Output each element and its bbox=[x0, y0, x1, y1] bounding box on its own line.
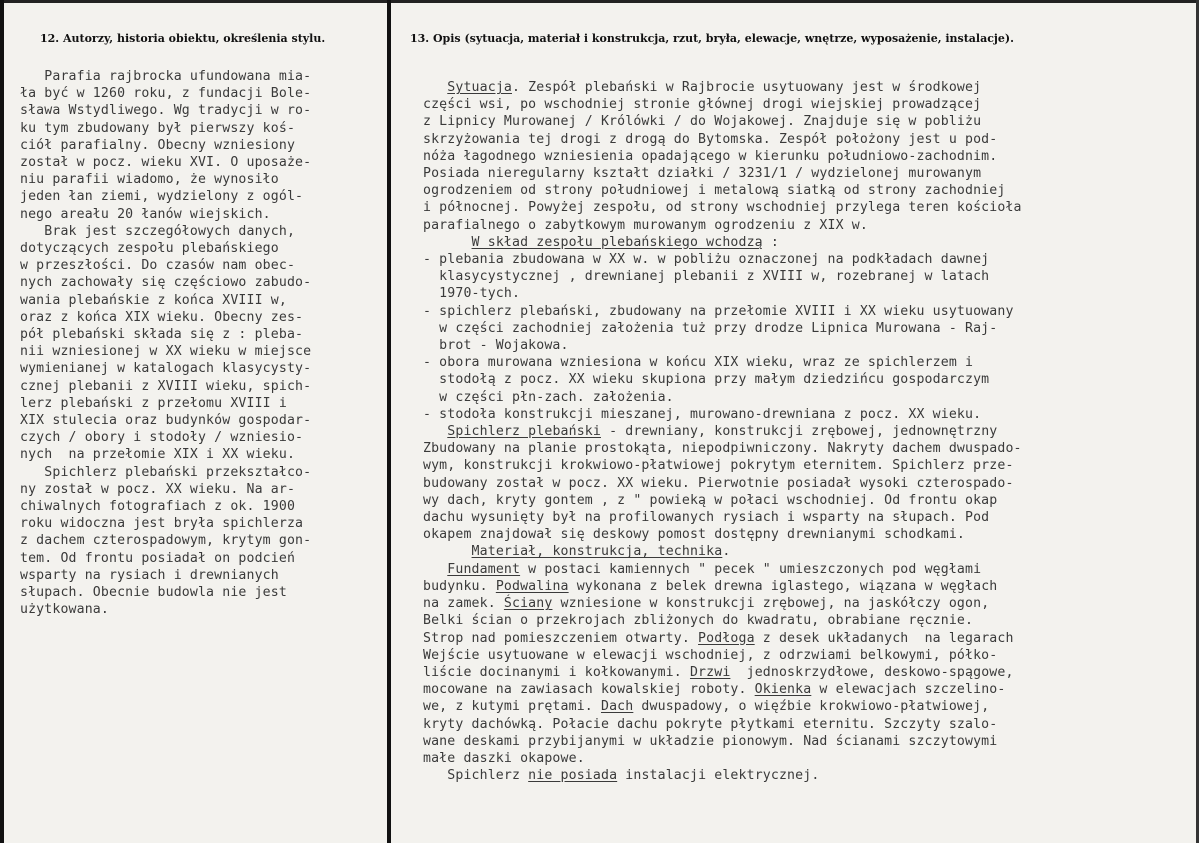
section-12-header: 12. Autorzy, historia obiektu, określenia stylu. bbox=[40, 32, 326, 45]
text-segment: . bbox=[722, 544, 731, 560]
list-item bbox=[423, 406, 1193, 423]
text-line: jeden łan ziemi, wydzielony z ogól- bbox=[20, 189, 304, 205]
text-line: brot - Wojakowa. bbox=[423, 338, 569, 354]
text-line: nych na przełomie XIX i XX wieku. bbox=[20, 447, 296, 463]
text-line: w części zachodniej założenia tuż przy drodze Lipnica Murowana - Raj- bbox=[423, 320, 998, 336]
text-line: ku tym zbudowany był pierwszy koś- bbox=[20, 120, 296, 136]
text-line: chiwalnych fotografiach z ok. 1900 bbox=[20, 499, 296, 515]
text-line: - stodoła konstrukcji mieszanej, murowano-drewniana z pocz. XX wieku. bbox=[423, 406, 982, 422]
element-term: Drzwi bbox=[689, 664, 731, 680]
text-line bbox=[423, 698, 1193, 715]
text-segment: z desek układanych na legarach bbox=[754, 630, 1014, 646]
text-segment: kryty dachówką. Połacie dachu pokryte płytkami eternitu. Szczyty szalo- bbox=[423, 716, 998, 732]
element-term: Dach bbox=[600, 699, 634, 715]
text-line: 1970-tych. bbox=[423, 286, 521, 302]
text-line: XIX stulecia oraz budynków gospodar- bbox=[20, 413, 312, 429]
text-segment: wzniesione w konstrukcji zrębowej, na jaskółczy ogon, bbox=[552, 596, 990, 612]
text-line: w części płn-zach. założenia. bbox=[423, 389, 674, 405]
text-line: ła być w 1260 roku, z fundacji Bole- bbox=[20, 86, 312, 102]
text-segment: na zamek. bbox=[423, 596, 504, 612]
text-line: nóża łagodnego wzniesienia opadającego w kierunku południowo-zachodnim. bbox=[423, 148, 998, 164]
text-line: wy dach, kryty gontem , z " powieką w połaci wschodniej. Od frontu okap bbox=[423, 492, 998, 508]
element-term: Podwalina bbox=[495, 578, 569, 594]
text-line: Zbudowany na planie prostokąta, niepodpiwniczony. Nakryty dachem dwuspado- bbox=[423, 441, 1022, 457]
text-segment: jednoskrzydłowe, deskowo-spągowe, bbox=[730, 664, 1014, 680]
text-line: czych / obory i stodoły / wzniesio- bbox=[20, 430, 304, 446]
text-line: ogrodzeniem od strony południowej i metalową siatką od strony zachodniej bbox=[423, 183, 1006, 199]
text-segment: - drewniany, konstrukcji zrębowej, jednownętrzny bbox=[600, 424, 998, 440]
text-segment: : bbox=[762, 234, 779, 250]
sytuacja-first-line bbox=[423, 79, 1193, 96]
sklad-heading-line bbox=[423, 234, 1193, 251]
element-term: Okienka bbox=[754, 682, 812, 698]
list-item bbox=[423, 354, 1193, 406]
text-line bbox=[423, 630, 1193, 647]
text-line: dachu wysunięty był na profilowanych rysiach i wsparty na słupach. Pod bbox=[423, 510, 990, 526]
text-line: tem. Od frontu posiadał on podcień bbox=[20, 550, 296, 566]
text-line: - plebania zbudowana w XX w. w pobliżu oznaczonej na podkładach dawnej bbox=[423, 252, 990, 268]
history-paragraph bbox=[20, 68, 392, 223]
text-line: nii wzniesionej w XX wieku w miejsce bbox=[20, 344, 312, 360]
text-segment: budynku. bbox=[423, 578, 496, 594]
text-line: cznej plebanii z XVIII wieku, spich- bbox=[20, 378, 312, 394]
text-line: Posiada nieregularny kształt działki / 3231/1 / wydzielonej murowanym bbox=[423, 166, 982, 182]
text-line bbox=[423, 612, 1193, 629]
element-term: Podłoga bbox=[698, 630, 755, 646]
text-line: nych zachowały się częściowo zabudo- bbox=[20, 275, 312, 291]
text-segment: Strop nad pomieszczeniem otwarty. bbox=[423, 630, 699, 646]
text-line: dotyczących zespołu plebańskiego bbox=[20, 241, 279, 257]
text-segment: Spichlerz bbox=[423, 768, 529, 784]
text-line bbox=[423, 664, 1193, 681]
material-heading: Materiał, konstrukcja, technika bbox=[471, 544, 723, 560]
page-border-left bbox=[0, 0, 4, 843]
text-line: został w pocz. wieku XVI. O uposaże- bbox=[20, 155, 312, 171]
text-line bbox=[423, 767, 1193, 784]
text-line: - spichlerz plebański, zbudowany na przełomie XVIII i XX wieku usytuowany bbox=[423, 303, 1014, 319]
text-line: Brak jest szczegółowych danych, bbox=[20, 223, 296, 239]
fundament-first-line bbox=[423, 561, 1193, 578]
text-line bbox=[423, 595, 1193, 612]
text-line: wym, konstrukcji krokwiowo-płatwiowej pokrytym eternitem. Spichlerz prze- bbox=[423, 458, 1014, 474]
material-heading-line bbox=[423, 543, 1193, 560]
text-line: wania plebańskie z końca XVIII w, bbox=[20, 292, 287, 308]
text-segment: w elewacjach szczelino- bbox=[811, 682, 1006, 698]
text-line: klasycystycznej , drewnianej plebanii z XVIII w, rozebranej w latach bbox=[423, 269, 990, 285]
sytuacja-heading: Sytuacja bbox=[447, 80, 512, 95]
text-line: Spichlerz plebański przekształco- bbox=[20, 464, 312, 480]
text-line bbox=[423, 750, 1193, 767]
text-line: z dachem czterospadowym, krytym gon- bbox=[20, 533, 312, 549]
text-line: wymienianej w katalogach klasycysty- bbox=[20, 361, 312, 377]
history-column bbox=[20, 68, 392, 619]
text-line: części wsi, po wschodniej stronie głównej drogi wiejskiej prowadzącej bbox=[423, 97, 982, 113]
text-segment: w postaci kamiennych " pecek " umieszczonych pod węgłami bbox=[520, 561, 982, 577]
text-line: niu parafii wiadomo, że wynosiło bbox=[20, 172, 279, 188]
spichlerz-first-line bbox=[423, 423, 1193, 440]
text-segment: we, z kutymi prętami. bbox=[423, 699, 601, 715]
text-line: pół plebański składa się z : pleba- bbox=[20, 327, 304, 343]
text-segment: mocowane na zawiasach kowalskiej roboty. bbox=[423, 682, 755, 698]
text-line: użytkowana. bbox=[20, 602, 109, 618]
text-line: parafialnego o zabytkowym murowanym ogrodzeniu z XIX w. bbox=[423, 217, 868, 233]
list-item bbox=[423, 251, 1193, 303]
sklad-heading: W skład zespołu plebańskiego wchodzą bbox=[471, 234, 763, 250]
text-segment: małe daszki okapowe. bbox=[423, 750, 585, 766]
text-line: Parafia rajbrocka ufundowana mia- bbox=[20, 69, 312, 84]
text-line: wsparty na rysiach i drewnianych bbox=[20, 567, 279, 583]
element-term: Fundament bbox=[447, 561, 521, 577]
text-line: oraz z końca XIX wieku. Obecny zes- bbox=[20, 309, 304, 325]
text-line: w przeszłości. Do czasów nam obec- bbox=[20, 258, 296, 274]
description-column bbox=[423, 79, 1193, 784]
list-item bbox=[423, 303, 1193, 355]
text-segment: Belki ścian o przekrojach zbliżonych do kwadratu, obrabiane ręcznie. bbox=[423, 613, 974, 629]
text-segment: dwuspadowy, o więźbie krokwiowo-płatwiowej, bbox=[633, 699, 990, 715]
section-13-header: 13. Opis (sytuacja, materiał i konstrukcja, rzut, bryła, elewacje, wnętrze, wyposażenie, instalacje). bbox=[410, 32, 1014, 45]
text-line: stodołą z pocz. XX wieku skupiona przy małym dziedzińcu gospodarczym bbox=[423, 372, 990, 388]
text-line: skrzyżowania tej drogi z drogą do Bytomska. Zespół położony jest u pod- bbox=[423, 131, 998, 147]
history-paragraph bbox=[20, 223, 392, 464]
text-line bbox=[423, 578, 1193, 595]
text-line: i północnej. Powyżej zespołu, od strony wschodniej przylega teren kościoła bbox=[423, 200, 1022, 216]
building-list bbox=[423, 251, 1193, 423]
spichlerz-heading: Spichlerz plebański bbox=[447, 424, 601, 440]
element-term: nie posiada bbox=[528, 768, 618, 784]
history-paragraph bbox=[20, 464, 392, 619]
text-segment: wane deskami przybijanymi w układzie pionowym. Nad ścianami szczytowymi bbox=[423, 733, 998, 749]
text-segment: wykonana z belek drewna iglastego, wiązana w węgłach bbox=[568, 578, 998, 594]
text-line bbox=[423, 647, 1193, 664]
text-segment: . Zespół plebański w Rajbrocie usytuowany jest w środkowej bbox=[512, 80, 982, 95]
text-segment: liście docinanymi i kołkowanymi. bbox=[423, 664, 690, 680]
text-line bbox=[423, 716, 1193, 733]
text-line: okapem znajdował się deskowy pomost dostępny drewnianymi schodkami. bbox=[423, 527, 965, 543]
text-line bbox=[423, 681, 1193, 698]
text-line: sława Wstydliwego. Wg tradycji w ro- bbox=[20, 103, 312, 119]
text-segment: Wejście usytuowane w elewacji wschodniej, z odrzwiami belkowymi, półko- bbox=[423, 647, 998, 663]
text-line: budowany został w pocz. XX wieku. Pierwotnie posiadał wysoki czterospado- bbox=[423, 475, 1014, 491]
text-line: lerz plebański z przełomu XVIII i bbox=[20, 395, 287, 411]
element-term: Ściany bbox=[503, 596, 553, 612]
text-line: słupach. Obecnie budowla nie jest bbox=[20, 585, 287, 601]
text-line bbox=[423, 733, 1193, 750]
text-line: ciół parafialny. Obecny wzniesiony bbox=[20, 137, 296, 153]
text-line: - obora murowana wzniesiona w końcu XIX wieku, wraz ze spichlerzem i bbox=[423, 355, 974, 371]
page-border-top bbox=[0, 0, 1199, 3]
text-line: roku widoczna jest bryła spichlerza bbox=[20, 516, 304, 532]
text-line: nego areału 20 łanów wiejskich. bbox=[20, 206, 271, 222]
text-line: ny został w pocz. XX wieku. Na ar- bbox=[20, 481, 296, 497]
text-segment: instalacji elektrycznej. bbox=[617, 768, 820, 784]
text-line: z Lipnicy Murowanej / Królówki / do Wojakowej. Znajduje się w pobliżu bbox=[423, 114, 982, 130]
